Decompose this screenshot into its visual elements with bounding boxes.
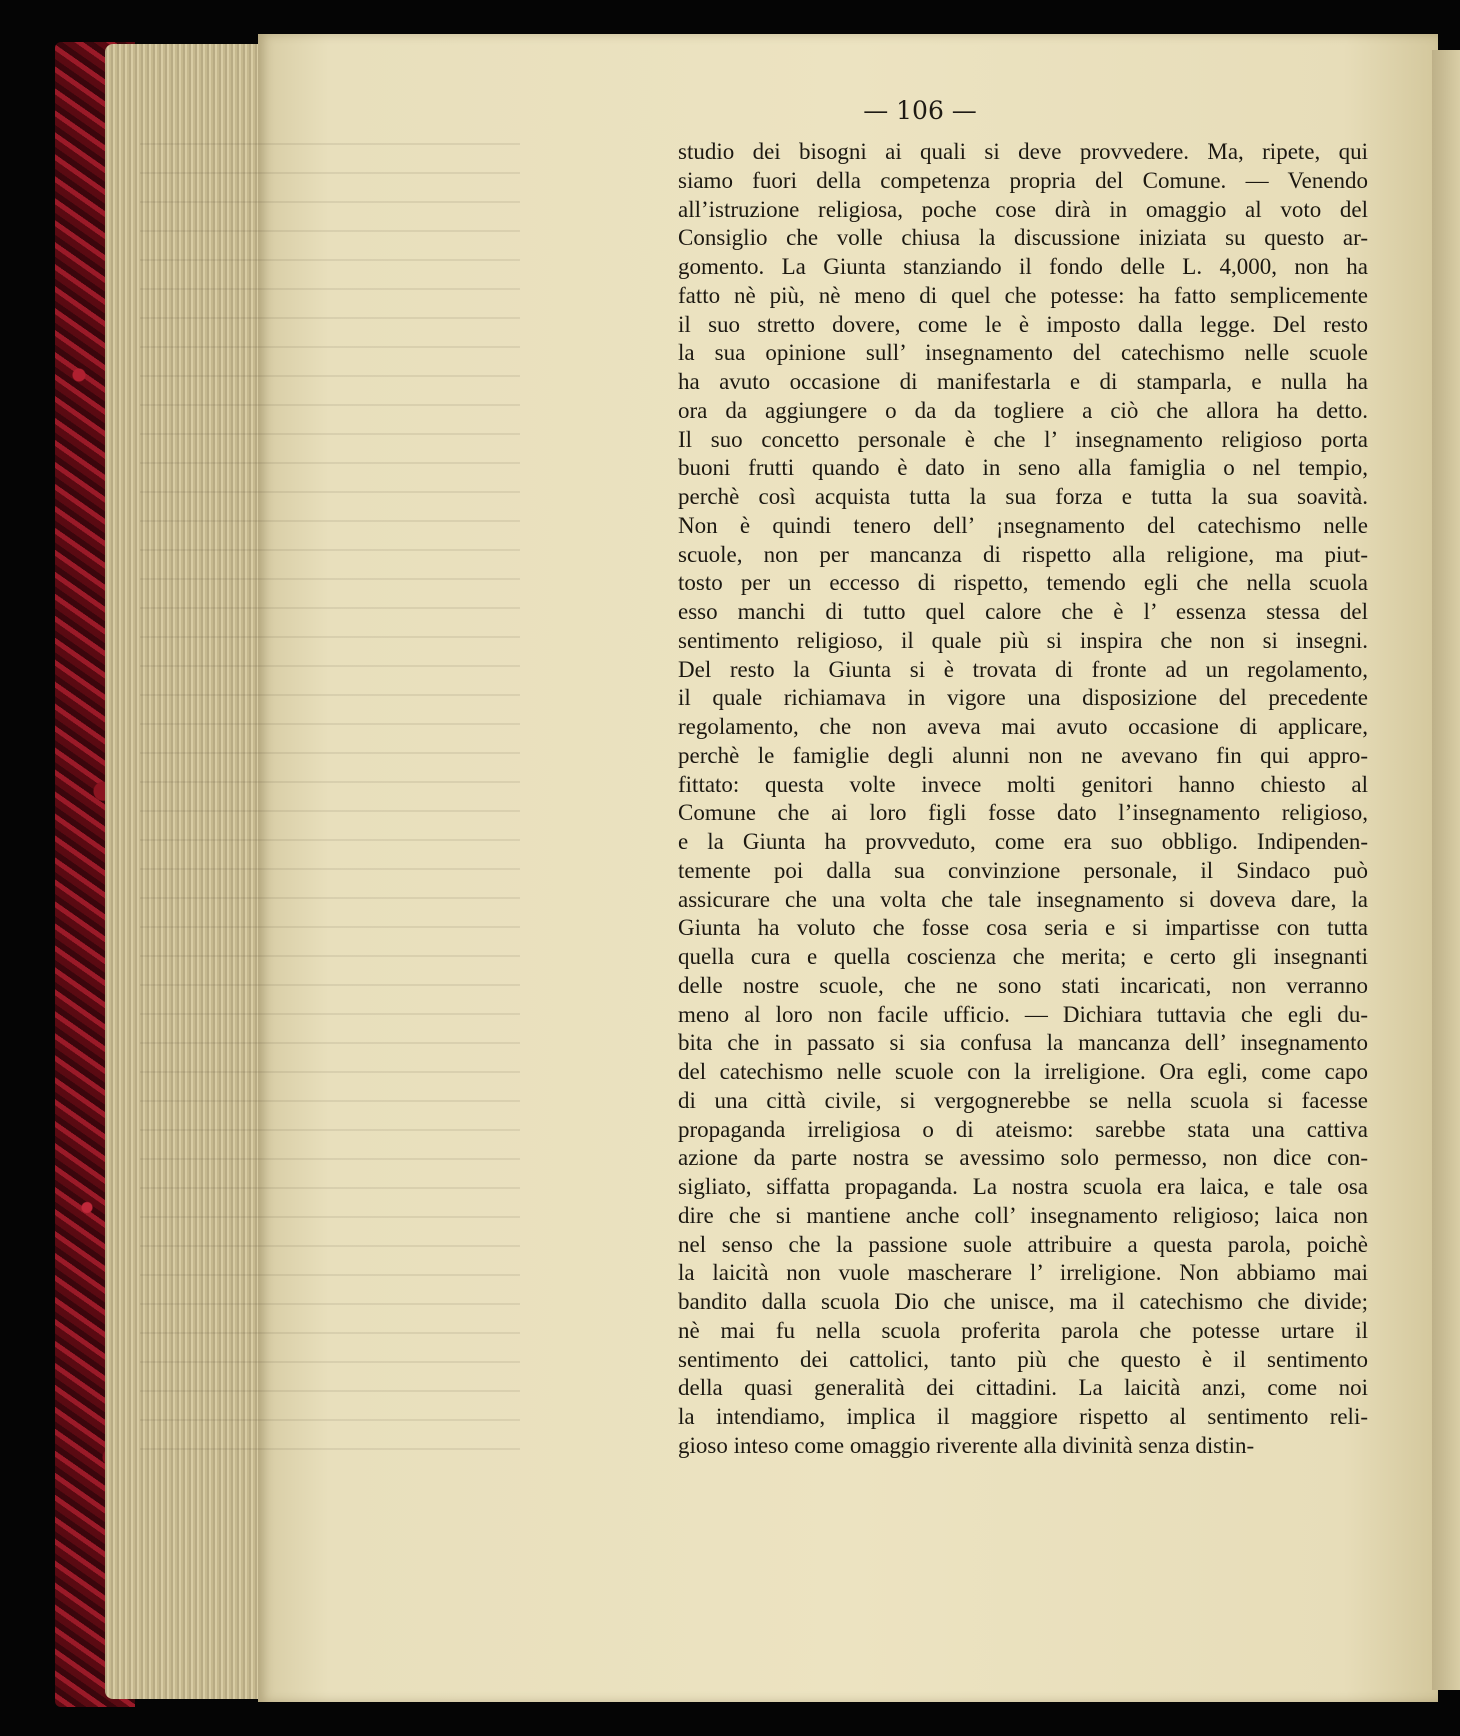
- text-line: studio dei bisogni ai quali si deve provvedere. Ma, ripete, qui: [678, 139, 1368, 164]
- text-line: nel senso che la passione suole attribuire a questa parola, poichè: [678, 1231, 1368, 1257]
- text-line: gomento. La Giunta stanziando il fondo delle L. 4,000, non ha: [678, 254, 1368, 279]
- text-line: Consiglio che volle chiusa la discussione iniziata su questo ar-: [678, 225, 1368, 251]
- text-line: bandito dalla scuola Dio che unisce, ma il catechismo che divide;: [678, 1289, 1368, 1314]
- text-line: delle nostre scuole, che ne sono stati incaricati, non verranno: [678, 972, 1368, 998]
- text-line: sigliato, siffatta propaganda. La nostra scuola era laica, e tale osa: [678, 1174, 1368, 1199]
- text-line: il quale richiamava in vigore una disposizione del precedente: [678, 685, 1368, 711]
- text-line: scuole, non per mancanza di rispetto alla religione, ma piut-: [678, 541, 1368, 567]
- text-line: esso manchi di tutto quel calore che è l’ essenza stessa del: [678, 599, 1368, 624]
- text-line: fittato: questa volte invece molti genitori hanno chiesto al: [678, 771, 1368, 797]
- text-line: e la Giunta ha provveduto, come era suo obbligo. Indipenden-: [678, 829, 1368, 854]
- text-line: Il suo concetto personale è che l’ insegnamento religioso porta: [678, 426, 1368, 452]
- text-line: sentimento dei cattolici, tanto più che questo è il sentimento: [678, 1346, 1368, 1372]
- text-line: gioso inteso come omaggio riverente alla divinità senza distin-: [678, 1432, 1255, 1458]
- facing-page-edge: [1432, 50, 1460, 1690]
- text-line: di una città civile, si vergognerebbe se nella scuola si facesse: [678, 1087, 1368, 1113]
- text-line: ha avuto occasione di manifestarla e di stamparla, e nulla ha: [678, 369, 1368, 394]
- text-line: del catechismo nelle scuole con la irreligione. Ora egli, come capo: [678, 1059, 1368, 1084]
- text-line: fatto nè più, nè meno di quel che potesse: ha fatto semplicemente: [678, 282, 1368, 308]
- text-line: regolamento, che non aveva mai avuto occasione di applicare,: [678, 714, 1368, 739]
- text-line: assicurare che una volta che tale insegnamento si doveva dare, la: [678, 886, 1368, 912]
- text-line: nè mai fu nella scuola proferita parola che potesse urtare il: [678, 1317, 1368, 1343]
- text-line: la laicità non vuole mascherare l’ irreligione. Non abbiamo mai: [678, 1260, 1368, 1286]
- text-line: siamo fuori della competenza propria del Comune. — Venendo: [678, 167, 1368, 193]
- show-through-text: [140, 130, 520, 1450]
- text-line: ora da aggiungere o da da togliere a ciò che allora ha detto.: [678, 397, 1368, 423]
- text-line: azione da parte nostra se avessimo solo permesso, non dice con-: [678, 1145, 1368, 1171]
- text-line: Non è quindi tenero dell’ ¡nsegnamento del catechismo nelle: [678, 512, 1368, 538]
- text-line: perchè le famiglie degli alunni non ne avevano fin qui appro-: [678, 742, 1368, 768]
- body-text: [678, 138, 1368, 1461]
- text-line: Comune che ai loro figli fosse dato l’insegnamento religioso,: [678, 800, 1368, 826]
- text-line: tosto per un eccesso di rispetto, temendo egli che nella scuola: [678, 570, 1368, 596]
- text-line: dire che si mantiene anche coll’ insegnamento religioso; laica non: [678, 1202, 1368, 1228]
- text-line: la intendiamo, implica il maggiore rispetto al sentimento reli-: [678, 1404, 1368, 1429]
- text-line: quella cura e quella coscienza che merita; e certo gli insegnanti: [678, 944, 1368, 969]
- text-line: perchè così acquista tutta la sua forza e tutta la sua soavità.: [678, 484, 1368, 509]
- text-line: all’istruzione religiosa, poche cose dirà in omaggio al voto del: [678, 196, 1368, 222]
- text-line: meno al loro non facile ufficio. — Dichiara tuttavia che egli du-: [678, 1001, 1368, 1027]
- text-line: Del resto la Giunta si è trovata di fronte ad un regolamento,: [678, 656, 1368, 682]
- text-line: il suo stretto dovere, come le è imposto dalla legge. Del resto: [678, 311, 1368, 337]
- text-line: la sua opinione sull’ insegnamento del catechismo nelle scuole: [678, 340, 1368, 366]
- text-line: sentimento religioso, il quale più si inspira che non si insegni.: [678, 627, 1368, 653]
- text-line: Giunta ha voluto che fosse cosa seria e si impartisse con tutta: [678, 915, 1368, 941]
- text-line: della quasi generalità dei cittadini. La laicità anzi, come noi: [678, 1375, 1368, 1401]
- text-line: bita che in passato si sia confusa la mancanza dell’ insegnamento: [678, 1030, 1368, 1056]
- text-line: propaganda irreligiosa o di ateismo: sarebbe stata una cattiva: [678, 1116, 1368, 1142]
- text-line: temente poi dalla sua convinzione personale, il Sindaco può: [678, 857, 1368, 883]
- text-line: buoni frutti quando è dato in seno alla famiglia o nel tempio,: [678, 455, 1368, 481]
- page-number: — 106 —: [863, 96, 977, 125]
